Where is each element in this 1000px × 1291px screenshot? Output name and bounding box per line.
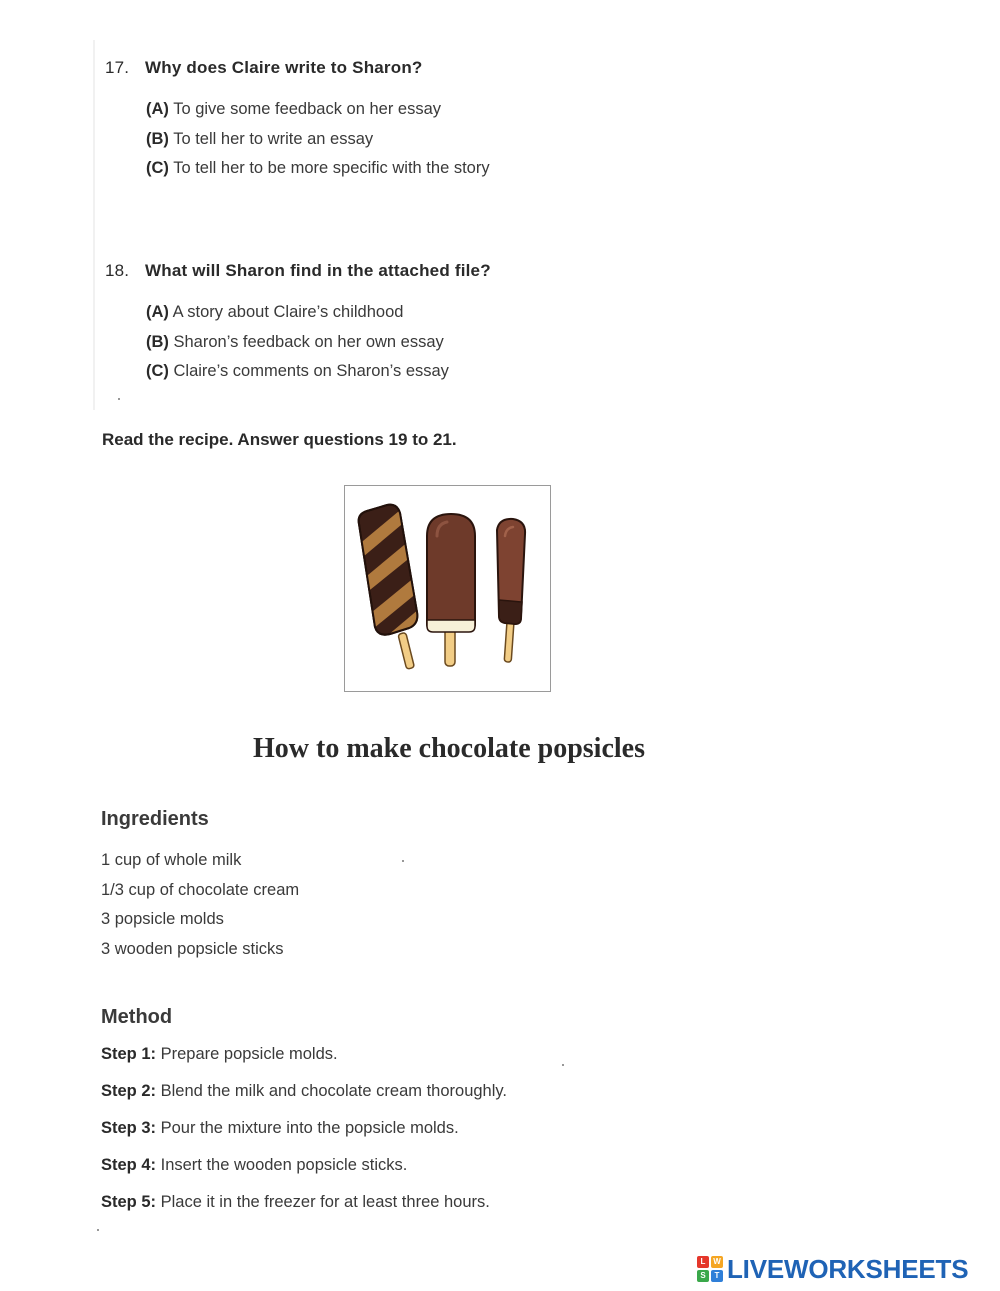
popsicle-illustration [344, 485, 551, 692]
logo-tile: T [711, 1270, 723, 1282]
liveworksheets-logo[interactable] [697, 1254, 968, 1284]
chocolate-popsicle [427, 514, 475, 666]
logo-tiles-icon [697, 1256, 723, 1282]
option-c[interactable] [146, 357, 449, 387]
question-number: 18. [105, 261, 130, 280]
step-text: Prepare popsicle molds. [160, 1045, 338, 1063]
ingredients-list [101, 846, 299, 965]
question-18-options [146, 298, 449, 387]
method-step [101, 1110, 507, 1147]
scan-speck [97, 1229, 99, 1231]
logo-tile: W [711, 1256, 723, 1268]
option-text: To give some feedback on her essay [173, 100, 442, 118]
step-text: Blend the milk and chocolate cream thoroughly. [160, 1082, 507, 1100]
question-18 [105, 261, 491, 281]
scan-speck [402, 860, 404, 862]
logo-text: LIVEWORKSHEETS [727, 1253, 969, 1284]
option-c[interactable] [146, 154, 490, 184]
logo-tile: S [697, 1270, 709, 1282]
step-label: Step 3: [101, 1119, 157, 1137]
option-a[interactable] [146, 298, 449, 328]
method-step [101, 1073, 507, 1110]
question-text: What will Sharon find in the attached file? [145, 261, 491, 280]
option-letter: (A) [146, 303, 169, 321]
step-text: Insert the wooden popsicle sticks. [160, 1156, 408, 1174]
method-heading: Method [101, 1006, 173, 1028]
logo-tile: L [697, 1256, 709, 1268]
question-number: 17. [105, 58, 130, 77]
option-letter: (A) [146, 100, 169, 118]
method-steps [101, 1036, 507, 1221]
ingredient-item: 3 wooden popsicle sticks [101, 940, 284, 959]
reading-instruction: Read the recipe. Answer questions 19 to 21. [102, 430, 457, 449]
ingredient-item: 1/3 cup of chocolate cream [101, 880, 300, 899]
method-step [101, 1036, 507, 1073]
step-label: Step 2: [101, 1082, 157, 1100]
recipe-title: How to make chocolate popsicles [253, 733, 645, 764]
question-text: Why does Claire write to Sharon? [145, 58, 423, 77]
step-label: Step 4: [101, 1156, 157, 1174]
step-label: Step 5: [101, 1193, 157, 1211]
step-text: Place it in the freezer for at least three hours. [160, 1193, 490, 1211]
method-step [101, 1184, 507, 1221]
scan-speck [118, 398, 120, 400]
method-step [101, 1147, 507, 1184]
question-stem [105, 261, 491, 281]
dipped-popsicle [497, 519, 525, 662]
option-text: To tell her to be more specific with the story [173, 159, 490, 177]
option-letter: (C) [146, 159, 169, 177]
ingredient-item: 1 cup of whole milk [101, 851, 242, 869]
question-17 [105, 58, 423, 78]
option-b[interactable] [146, 328, 449, 358]
scan-speck [562, 1064, 564, 1066]
ingredient-item: 3 popsicle molds [101, 910, 224, 929]
popsicles-image [345, 486, 550, 691]
option-text: A story about Claire’s childhood [172, 303, 404, 321]
option-letter: (B) [146, 129, 169, 148]
option-b[interactable] [146, 125, 490, 155]
option-letter: (B) [146, 332, 169, 351]
scan-edge-shadow [93, 40, 95, 410]
option-text: To tell her to write an essay [173, 129, 374, 148]
step-label: Step 1: [101, 1045, 157, 1063]
option-letter: (C) [146, 362, 169, 380]
ingredients-heading: Ingredients [101, 808, 209, 830]
step-text: Pour the mixture into the popsicle molds. [160, 1119, 459, 1137]
option-a[interactable] [146, 95, 490, 125]
striped-popsicle [345, 505, 427, 670]
question-17-options [146, 95, 490, 184]
question-stem [105, 58, 423, 78]
option-text: Sharon’s feedback on her own essay [173, 332, 444, 351]
option-text: Claire’s comments on Sharon’s essay [173, 362, 449, 380]
